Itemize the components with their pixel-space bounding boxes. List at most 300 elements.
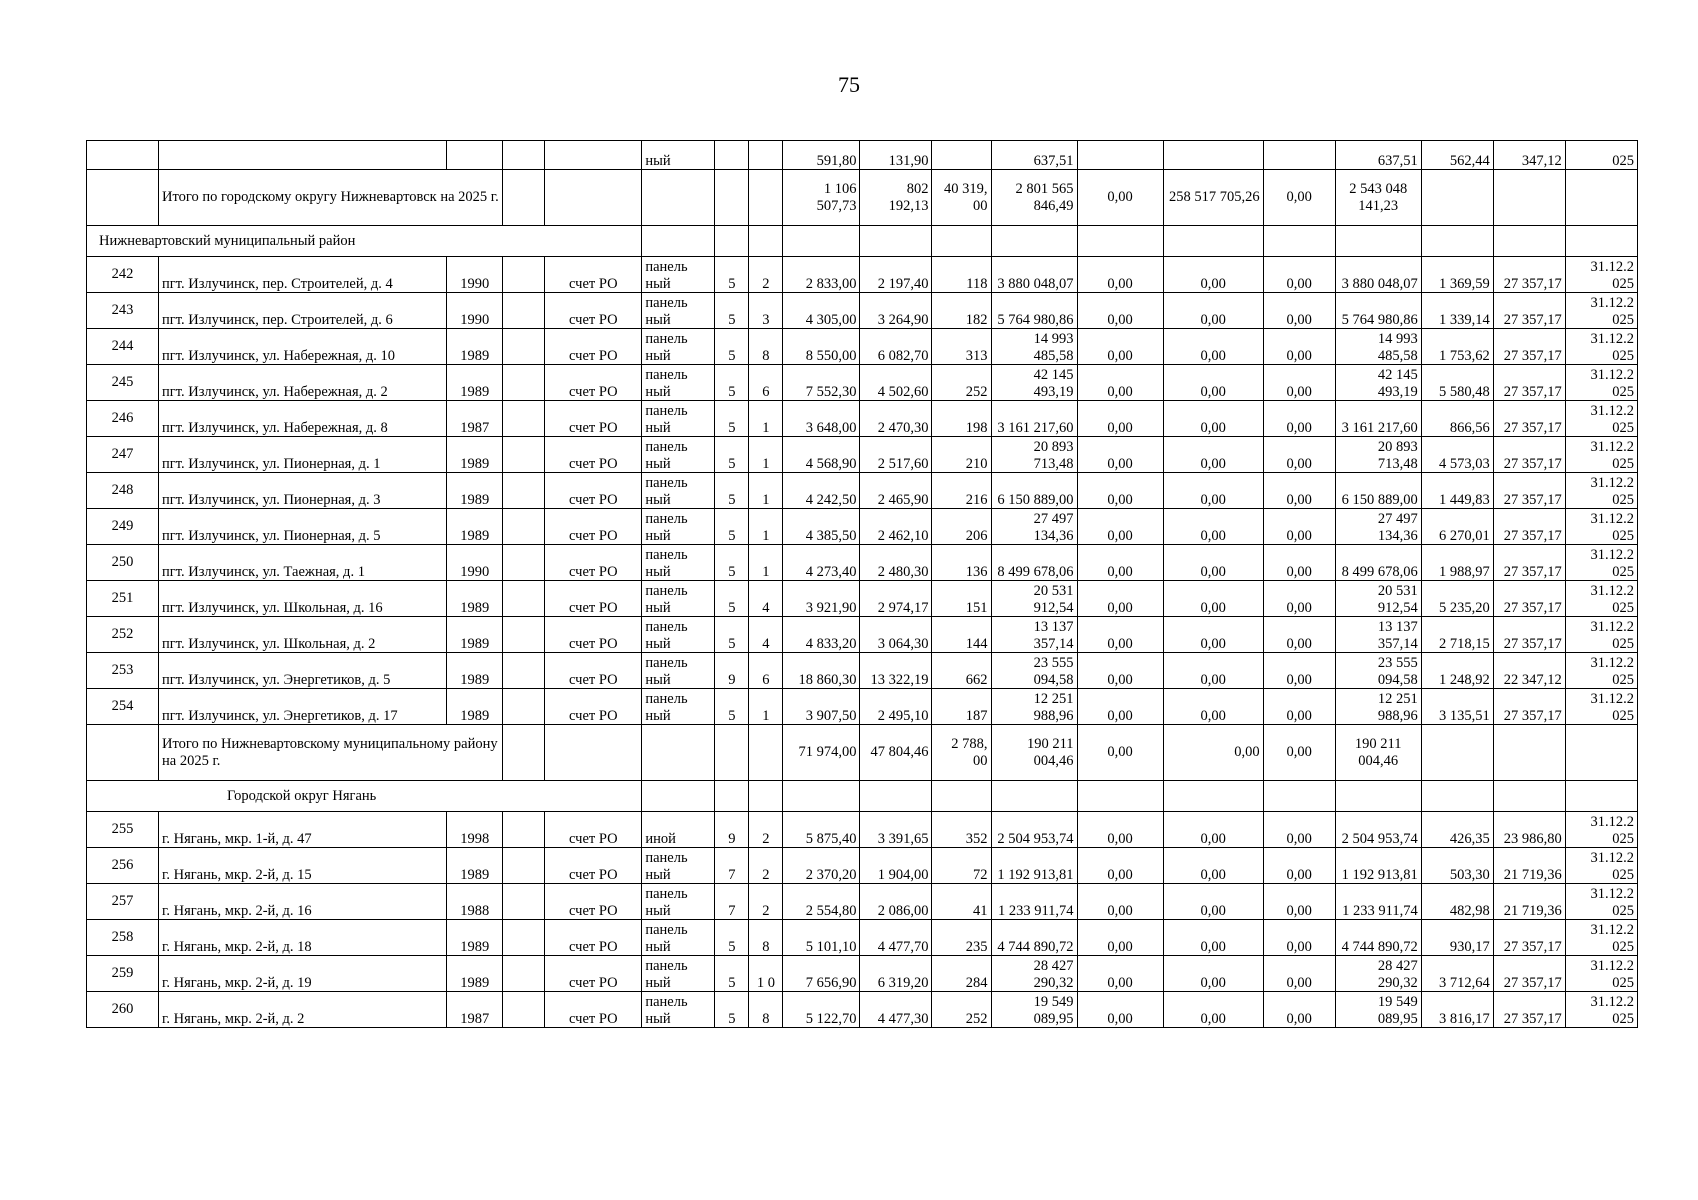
row-floors: 5 [715, 437, 749, 473]
section-title: Нижневартовский муниципальный район [87, 226, 642, 257]
row-source: счет РО [545, 812, 642, 848]
table-row [87, 617, 1638, 653]
row-c13: 0,00 [1077, 545, 1163, 581]
row-area1: 7 552,30 [783, 365, 860, 401]
row-year: 1989 [447, 581, 503, 617]
row-residents: 187 [932, 689, 991, 725]
row-c15: 0,00 [1263, 848, 1335, 884]
row-area1: 18 860,30 [783, 653, 860, 689]
row-entrances: 8 [749, 329, 783, 365]
row-floors: 5 [715, 257, 749, 293]
row-residents: 136 [932, 545, 991, 581]
row-cost: 27 497 134,36 [991, 509, 1077, 545]
row-c13: 0,00 [1077, 689, 1163, 725]
row-c14: 0,00 [1163, 956, 1263, 992]
empty-cell [503, 545, 545, 581]
row-c17: 482,98 [1421, 884, 1493, 920]
table-row-section [87, 781, 1638, 812]
row-year: 1998 [447, 812, 503, 848]
row-c13: 0,00 [1077, 509, 1163, 545]
table-row [87, 956, 1638, 992]
row-c13: 0,00 [1077, 473, 1163, 509]
row-area2: 13 322,19 [860, 653, 932, 689]
row-number: 254 [87, 689, 159, 725]
empty-cell [1493, 781, 1565, 812]
row-address: г. Нягань, мкр. 2-й, д. 16 [159, 884, 447, 920]
empty-cell [503, 473, 545, 509]
continuation-cell [545, 141, 642, 170]
row-source: счет РО [545, 365, 642, 401]
row-residents: 210 [932, 437, 991, 473]
row-c17: 1 369,59 [1421, 257, 1493, 293]
row-c17: 4 573,03 [1421, 437, 1493, 473]
table-row [87, 884, 1638, 920]
row-c17: 503,30 [1421, 848, 1493, 884]
row-residents: 313 [932, 329, 991, 365]
row-c15: 0,00 [1263, 257, 1335, 293]
empty-cell [642, 725, 715, 781]
empty-cell [1493, 170, 1565, 226]
row-residents: 206 [932, 509, 991, 545]
row-c14: 0,00 [1163, 473, 1263, 509]
continuation-cell: 025 [1565, 141, 1637, 170]
table-row-section [87, 226, 1638, 257]
row-area1: 4 833,20 [783, 617, 860, 653]
continuation-cell [749, 141, 783, 170]
row-c13: 0,00 [1077, 293, 1163, 329]
row-c13: 0,00 [1077, 617, 1163, 653]
continuation-cell [1077, 141, 1163, 170]
row-material: иной [642, 812, 715, 848]
empty-cell [715, 725, 749, 781]
continuation-cell: 347,12 [1493, 141, 1565, 170]
row-c18: 21 719,36 [1493, 884, 1565, 920]
row-number: 256 [87, 848, 159, 884]
row-c15: 0,00 [1263, 545, 1335, 581]
row-c17: 5 235,20 [1421, 581, 1493, 617]
row-address: пгт. Излучинск, ул. Школьная, д. 16 [159, 581, 447, 617]
housing-repair-table [86, 140, 1638, 1028]
row-floors: 5 [715, 545, 749, 581]
total-residents: 2 788, 00 [932, 725, 991, 781]
row-c17: 930,17 [1421, 920, 1493, 956]
empty-cell [1421, 170, 1493, 226]
row-cost: 8 499 678,06 [991, 545, 1077, 581]
row-residents: 252 [932, 992, 991, 1028]
total-c15: 0,00 [1263, 725, 1335, 781]
empty-cell [87, 725, 159, 781]
row-entrances: 1 [749, 545, 783, 581]
row-c17: 1 988,97 [1421, 545, 1493, 581]
row-area1: 8 550,00 [783, 329, 860, 365]
empty-cell [503, 365, 545, 401]
row-c15: 0,00 [1263, 992, 1335, 1028]
table-row [87, 812, 1638, 848]
table-row [87, 581, 1638, 617]
row-address: пгт. Излучинск, ул. Набережная, д. 10 [159, 329, 447, 365]
row-c17: 1 449,83 [1421, 473, 1493, 509]
row-residents: 352 [932, 812, 991, 848]
table-row [87, 992, 1638, 1028]
row-c18: 27 357,17 [1493, 257, 1565, 293]
row-c15: 0,00 [1263, 473, 1335, 509]
row-year: 1987 [447, 992, 503, 1028]
empty-cell [503, 884, 545, 920]
continuation-cell [932, 141, 991, 170]
total-area2: 802 192,13 [860, 170, 932, 226]
row-cost: 42 145 493,19 [991, 365, 1077, 401]
total-label: Итого по Нижневартовскому муниципальному району на 2025 г. [159, 725, 503, 781]
row-source: счет РО [545, 293, 642, 329]
row-c17: 3 712,64 [1421, 956, 1493, 992]
row-c13: 0,00 [1077, 257, 1163, 293]
row-area2: 2 465,90 [860, 473, 932, 509]
row-c19: 31.12.2 025 [1565, 812, 1637, 848]
row-area1: 3 921,90 [783, 581, 860, 617]
row-floors: 5 [715, 956, 749, 992]
row-area1: 3 907,50 [783, 689, 860, 725]
row-area2: 3 264,90 [860, 293, 932, 329]
row-c14: 0,00 [1163, 365, 1263, 401]
row-entrances: 6 [749, 365, 783, 401]
row-year: 1988 [447, 884, 503, 920]
row-c17: 1 753,62 [1421, 329, 1493, 365]
row-entrances: 2 [749, 257, 783, 293]
row-residents: 144 [932, 617, 991, 653]
row-c14: 0,00 [1163, 653, 1263, 689]
row-entrances: 2 [749, 884, 783, 920]
row-area2: 2 470,30 [860, 401, 932, 437]
row-c15: 0,00 [1263, 956, 1335, 992]
row-c16: 28 427 290,32 [1335, 956, 1421, 992]
row-c15: 0,00 [1263, 884, 1335, 920]
row-area2: 3 064,30 [860, 617, 932, 653]
empty-cell [932, 226, 991, 257]
row-entrances: 3 [749, 293, 783, 329]
row-number: 258 [87, 920, 159, 956]
row-material: панель ный [642, 401, 715, 437]
empty-cell [642, 781, 715, 812]
total-c16: 2 543 048 141,23 [1335, 170, 1421, 226]
row-c19: 31.12.2 025 [1565, 257, 1637, 293]
row-number: 250 [87, 545, 159, 581]
row-residents: 72 [932, 848, 991, 884]
row-area2: 2 974,17 [860, 581, 932, 617]
row-number: 243 [87, 293, 159, 329]
row-c19: 31.12.2 025 [1565, 365, 1637, 401]
empty-cell [860, 781, 932, 812]
row-source: счет РО [545, 920, 642, 956]
row-c18: 27 357,17 [1493, 329, 1565, 365]
row-number: 249 [87, 509, 159, 545]
total-c14: 0,00 [1163, 725, 1263, 781]
row-year: 1990 [447, 293, 503, 329]
empty-cell [749, 725, 783, 781]
row-number: 255 [87, 812, 159, 848]
empty-cell [503, 992, 545, 1028]
total-cost: 2 801 565 846,49 [991, 170, 1077, 226]
empty-cell [715, 781, 749, 812]
empty-cell [503, 617, 545, 653]
row-c13: 0,00 [1077, 920, 1163, 956]
table-row [87, 401, 1638, 437]
row-c16: 1 233 911,74 [1335, 884, 1421, 920]
row-area2: 4 477,70 [860, 920, 932, 956]
row-c18: 27 357,17 [1493, 920, 1565, 956]
row-number: 245 [87, 365, 159, 401]
empty-cell [503, 329, 545, 365]
row-c19: 31.12.2 025 [1565, 329, 1637, 365]
row-area2: 2 086,00 [860, 884, 932, 920]
row-area2: 6 319,20 [860, 956, 932, 992]
row-c18: 22 347,12 [1493, 653, 1565, 689]
empty-cell [932, 781, 991, 812]
row-address: пгт. Излучинск, пер. Строителей, д. 4 [159, 257, 447, 293]
empty-cell [545, 725, 642, 781]
row-c16: 6 150 889,00 [1335, 473, 1421, 509]
row-c17: 3 135,51 [1421, 689, 1493, 725]
continuation-cell: ный [642, 141, 715, 170]
row-cost: 23 555 094,58 [991, 653, 1077, 689]
continuation-cell [159, 141, 447, 170]
row-c13: 0,00 [1077, 884, 1163, 920]
row-source: счет РО [545, 509, 642, 545]
row-residents: 662 [932, 653, 991, 689]
row-floors: 5 [715, 617, 749, 653]
row-cost: 13 137 357,14 [991, 617, 1077, 653]
row-residents: 252 [932, 365, 991, 401]
row-c16: 20 893 713,48 [1335, 437, 1421, 473]
empty-cell [87, 170, 159, 226]
empty-cell [1077, 781, 1163, 812]
row-c18: 27 357,17 [1493, 437, 1565, 473]
empty-cell [715, 226, 749, 257]
row-address: пгт. Излучинск, ул. Таежная, д. 1 [159, 545, 447, 581]
continuation-cell: 131,90 [860, 141, 932, 170]
row-address: г. Нягань, мкр. 2-й, д. 15 [159, 848, 447, 884]
row-c14: 0,00 [1163, 884, 1263, 920]
row-source: счет РО [545, 992, 642, 1028]
row-address: пгт. Излучинск, пер. Строителей, д. 6 [159, 293, 447, 329]
row-material: панель ный [642, 437, 715, 473]
row-residents: 235 [932, 920, 991, 956]
continuation-cell [1163, 141, 1263, 170]
row-cost: 4 744 890,72 [991, 920, 1077, 956]
row-c16: 19 549 089,95 [1335, 992, 1421, 1028]
empty-cell [503, 920, 545, 956]
row-c17: 866,56 [1421, 401, 1493, 437]
row-cost: 28 427 290,32 [991, 956, 1077, 992]
row-floors: 5 [715, 329, 749, 365]
row-c18: 27 357,17 [1493, 401, 1565, 437]
row-c19: 31.12.2 025 [1565, 545, 1637, 581]
row-cost: 2 504 953,74 [991, 812, 1077, 848]
row-number: 253 [87, 653, 159, 689]
row-c17: 2 718,15 [1421, 617, 1493, 653]
row-c15: 0,00 [1263, 437, 1335, 473]
row-area1: 4 568,90 [783, 437, 860, 473]
row-residents: 151 [932, 581, 991, 617]
row-entrances: 4 [749, 617, 783, 653]
row-year: 1989 [447, 329, 503, 365]
row-area1: 2 833,00 [783, 257, 860, 293]
row-source: счет РО [545, 545, 642, 581]
row-c18: 27 357,17 [1493, 365, 1565, 401]
row-c16: 12 251 988,96 [1335, 689, 1421, 725]
row-source: счет РО [545, 329, 642, 365]
row-c19: 31.12.2 025 [1565, 689, 1637, 725]
row-area2: 2 197,40 [860, 257, 932, 293]
empty-cell [503, 437, 545, 473]
total-area1: 1 106 507,73 [783, 170, 860, 226]
row-c13: 0,00 [1077, 365, 1163, 401]
total-residents: 40 319, 00 [932, 170, 991, 226]
row-source: счет РО [545, 884, 642, 920]
table-row [87, 848, 1638, 884]
table-row [87, 545, 1638, 581]
row-year: 1989 [447, 920, 503, 956]
row-area2: 2 517,60 [860, 437, 932, 473]
row-entrances: 8 [749, 920, 783, 956]
row-area1: 7 656,90 [783, 956, 860, 992]
empty-cell [749, 226, 783, 257]
row-source: счет РО [545, 848, 642, 884]
row-year: 1989 [447, 473, 503, 509]
row-area2: 4 502,60 [860, 365, 932, 401]
total-c13: 0,00 [1077, 725, 1163, 781]
row-year: 1989 [447, 848, 503, 884]
row-number: 247 [87, 437, 159, 473]
empty-cell [503, 509, 545, 545]
empty-cell [991, 226, 1077, 257]
total-label: Итого по городскому округу Нижневартовск на 2025 г. [159, 170, 503, 226]
section-title: Городской округ Нягань [87, 781, 642, 812]
empty-cell [749, 170, 783, 226]
row-material: панель ный [642, 473, 715, 509]
row-c19: 31.12.2 025 [1565, 884, 1637, 920]
empty-cell [503, 848, 545, 884]
page-number: 75 [838, 72, 860, 97]
empty-cell [991, 781, 1077, 812]
empty-cell [1421, 725, 1493, 781]
row-c19: 31.12.2 025 [1565, 401, 1637, 437]
row-c19: 31.12.2 025 [1565, 920, 1637, 956]
empty-cell [1163, 781, 1263, 812]
row-area1: 2 370,20 [783, 848, 860, 884]
row-entrances: 1 [749, 689, 783, 725]
row-area1: 4 385,50 [783, 509, 860, 545]
row-c15: 0,00 [1263, 689, 1335, 725]
row-c14: 0,00 [1163, 329, 1263, 365]
empty-cell [1263, 781, 1335, 812]
row-c18: 27 357,17 [1493, 617, 1565, 653]
row-c18: 23 986,80 [1493, 812, 1565, 848]
row-c15: 0,00 [1263, 365, 1335, 401]
empty-cell [1421, 781, 1493, 812]
row-c19: 31.12.2 025 [1565, 653, 1637, 689]
row-c15: 0,00 [1263, 653, 1335, 689]
row-c16: 3 161 217,60 [1335, 401, 1421, 437]
empty-cell [642, 226, 715, 257]
row-source: счет РО [545, 617, 642, 653]
row-number: 242 [87, 257, 159, 293]
row-material: панель ный [642, 920, 715, 956]
total-c13: 0,00 [1077, 170, 1163, 226]
row-number: 246 [87, 401, 159, 437]
row-c15: 0,00 [1263, 617, 1335, 653]
row-c14: 0,00 [1163, 812, 1263, 848]
row-c16: 27 497 134,36 [1335, 509, 1421, 545]
row-c16: 20 531 912,54 [1335, 581, 1421, 617]
table-row [87, 920, 1638, 956]
row-year: 1989 [447, 365, 503, 401]
row-floors: 9 [715, 653, 749, 689]
row-material: панель ный [642, 884, 715, 920]
row-source: счет РО [545, 581, 642, 617]
table-row [87, 437, 1638, 473]
row-floors: 5 [715, 365, 749, 401]
row-source: счет РО [545, 257, 642, 293]
row-c17: 6 270,01 [1421, 509, 1493, 545]
empty-cell [503, 812, 545, 848]
row-cost: 5 764 980,86 [991, 293, 1077, 329]
row-c19: 31.12.2 025 [1565, 956, 1637, 992]
row-c14: 0,00 [1163, 581, 1263, 617]
row-entrances: 1 [749, 473, 783, 509]
empty-cell [783, 781, 860, 812]
row-number: 260 [87, 992, 159, 1028]
row-c14: 0,00 [1163, 437, 1263, 473]
total-c15: 0,00 [1263, 170, 1335, 226]
row-c13: 0,00 [1077, 956, 1163, 992]
empty-cell [1565, 226, 1637, 257]
row-address: пгт. Излучинск, ул. Энергетиков, д. 17 [159, 689, 447, 725]
row-address: г. Нягань, мкр. 1-й, д. 47 [159, 812, 447, 848]
row-c13: 0,00 [1077, 653, 1163, 689]
row-entrances: 2 [749, 848, 783, 884]
row-residents: 284 [932, 956, 991, 992]
row-residents: 41 [932, 884, 991, 920]
row-c17: 426,35 [1421, 812, 1493, 848]
total-cost: 190 211 004,46 [991, 725, 1077, 781]
row-source: счет РО [545, 437, 642, 473]
row-area1: 4 273,40 [783, 545, 860, 581]
row-c19: 31.12.2 025 [1565, 293, 1637, 329]
row-c14: 0,00 [1163, 293, 1263, 329]
row-source: счет РО [545, 653, 642, 689]
row-cost: 14 993 485,58 [991, 329, 1077, 365]
row-c15: 0,00 [1263, 329, 1335, 365]
row-year: 1987 [447, 401, 503, 437]
row-area1: 5 101,10 [783, 920, 860, 956]
row-area1: 3 648,00 [783, 401, 860, 437]
empty-cell [783, 226, 860, 257]
row-residents: 216 [932, 473, 991, 509]
row-c14: 0,00 [1163, 617, 1263, 653]
row-c13: 0,00 [1077, 581, 1163, 617]
row-number: 244 [87, 329, 159, 365]
row-residents: 118 [932, 257, 991, 293]
empty-cell [1335, 781, 1421, 812]
row-c16: 14 993 485,58 [1335, 329, 1421, 365]
row-address: пгт. Излучинск, ул. Пионерная, д. 1 [159, 437, 447, 473]
row-c14: 0,00 [1163, 992, 1263, 1028]
empty-cell [860, 226, 932, 257]
empty-cell [503, 653, 545, 689]
row-c16: 23 555 094,58 [1335, 653, 1421, 689]
empty-cell [503, 401, 545, 437]
row-c19: 31.12.2 025 [1565, 437, 1637, 473]
